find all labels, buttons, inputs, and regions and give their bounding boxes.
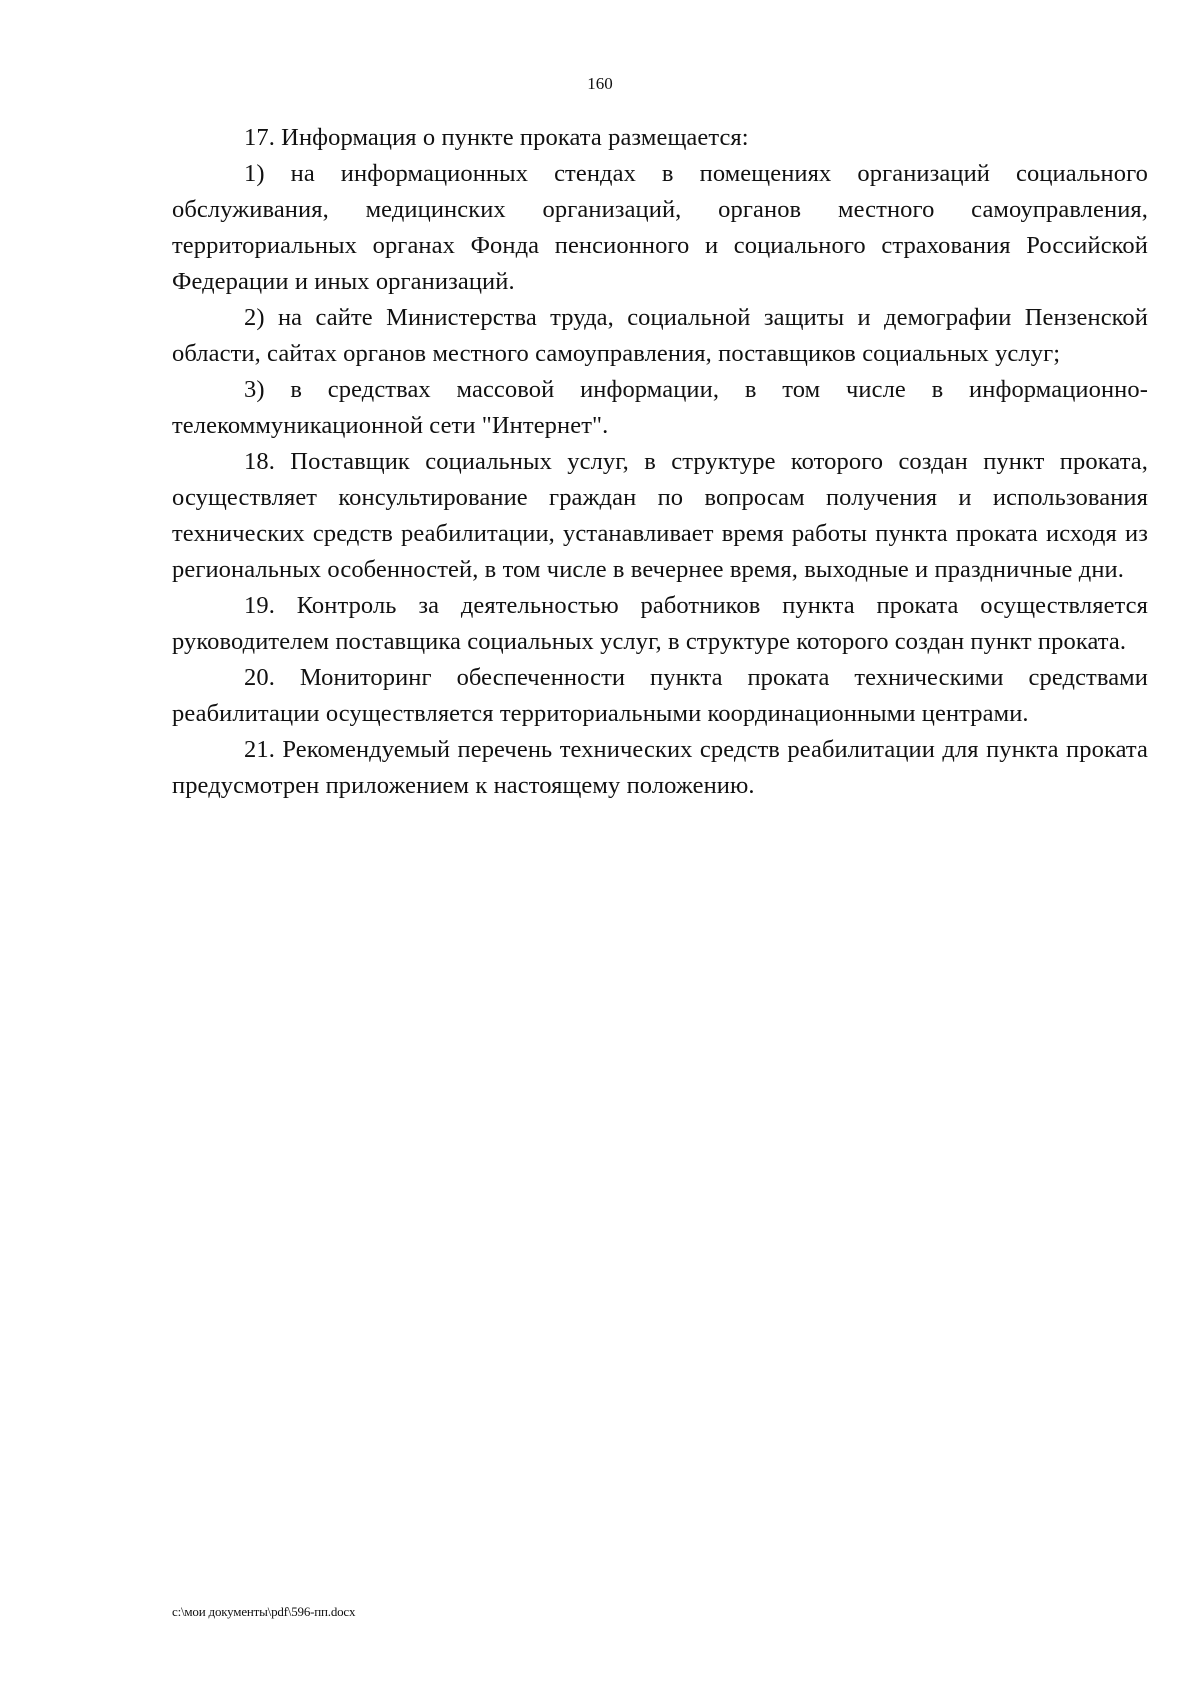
paragraph-20: 20. Мониторинг обеспеченности пункта проката техническими средствами реабилитации осуществляется территориальными координационными центрами.	[172, 664, 1148, 727]
paragraph-21: 21. Рекомендуемый перечень технических средств реабилитации для пункта проката предусмотрен приложением к настоящему положению.	[172, 736, 1148, 799]
document-body	[172, 120, 1148, 804]
paragraph-19: 19. Контроль за деятельностью работников пункта проката осуществляется руководителем поставщика социальных услуг, в структуре которого создан пункт проката.	[172, 592, 1148, 655]
paragraph-17-item-3: 3) в средствах массовой информации, в том числе в информационно-телекоммуникационной сети "Интернет".	[172, 376, 1148, 439]
page-number: 160	[587, 74, 613, 93]
paragraph-17-item-1: 1) на информационных стендах в помещениях организаций социального обслуживания, медицинских организаций, органов местного самоуправления, территориальных органах Фонда пенсионного и социального страхования Российской Федерации и иных организаций.	[172, 160, 1148, 295]
paragraph-18: 18. Поставщик социальных услуг, в структуре которого создан пункт проката, осуществляет консультирование граждан по вопросам получения и использования технических средств реабилитации, устанавливает время работы пункта проката исходя из региональных особенностей, в том числе в вечернее время, выходные и праздничные дни.	[172, 448, 1148, 583]
paragraph-17-item-2: 2) на сайте Министерства труда, социальной защиты и демографии Пензенской области, сайтах органов местного самоуправления, поставщиков социальных услуг;	[172, 304, 1148, 367]
footer-file-path: c:\мои документы\pdf\596-пп.docx	[172, 1604, 356, 1619]
paragraph-17: 17. Информация о пункте проката размещается:	[244, 124, 749, 151]
